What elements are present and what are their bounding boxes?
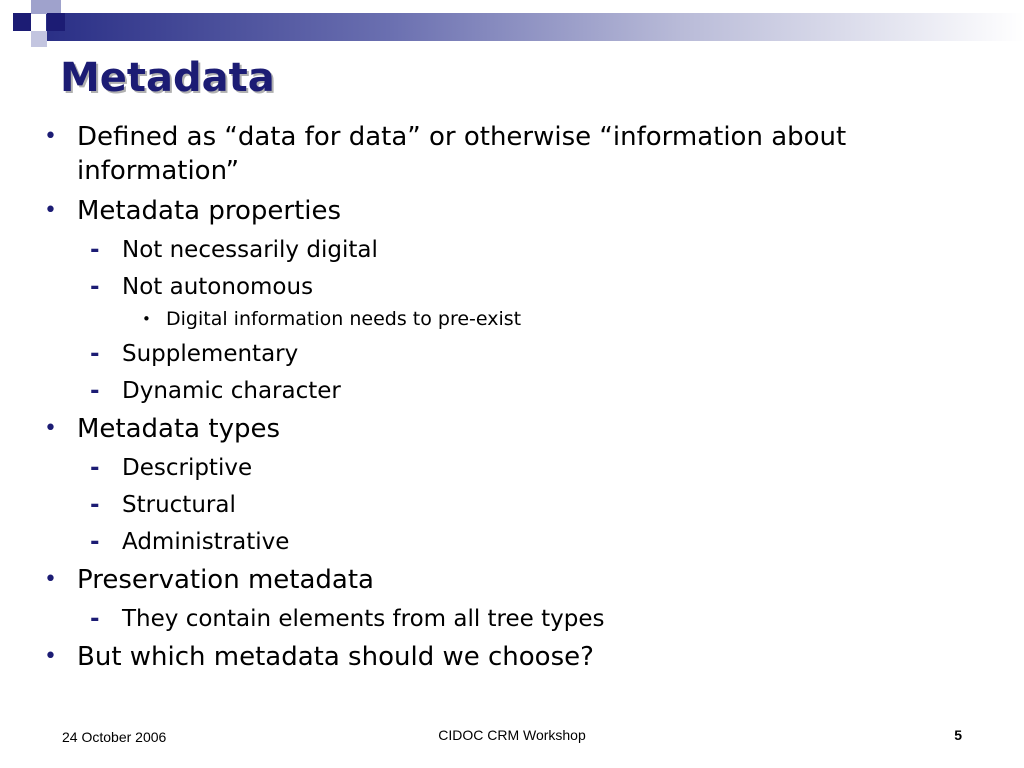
dash-icon: - [90, 341, 100, 367]
dash-icon: - [90, 274, 100, 300]
dash-icon: - [90, 492, 100, 518]
bullet-icon: • [44, 416, 57, 441]
list-item: - They contain elements from all tree types [90, 606, 605, 632]
list-item: - Descriptive [90, 455, 253, 481]
list-item: - Not autonomous [90, 274, 314, 300]
footer-title: CIDOC CRM Workshop [438, 727, 586, 743]
bullet-icon: • [142, 310, 151, 328]
bullet-list [44, 120, 984, 674]
list-item: • Digital information needs to pre-exist [142, 308, 522, 330]
bullet-icon: • [44, 567, 57, 592]
bullet-icon: • [44, 198, 57, 223]
list-item: - Dynamic character [90, 378, 341, 404]
list-item: - Administrative [90, 529, 290, 555]
page-number: 5 [954, 727, 962, 743]
list-item: - Structural [90, 492, 236, 518]
bullet-icon: • [44, 124, 57, 149]
dash-icon: - [90, 455, 100, 481]
dash-icon: - [90, 529, 100, 555]
header-square-1 [13, 13, 31, 31]
dash-icon: - [90, 378, 100, 404]
list-item: - Not necessarily digital [90, 237, 378, 263]
bullet-icon: • [44, 644, 57, 669]
list-item: • But which metadata should we choose? [44, 642, 594, 672]
header-square-4 [47, 0, 61, 13]
dash-icon: - [90, 606, 100, 632]
header-square-2 [31, 0, 47, 14]
footer-date: 24 October 2006 [62, 729, 167, 745]
header-square-3 [31, 31, 47, 47]
list-item: • Defined as “data for data” or otherwise “information about information” [44, 122, 847, 186]
header-gradient-bar [46, 13, 1024, 41]
header-square-5 [47, 13, 65, 31]
slide-title: Metadata [60, 55, 275, 101]
dash-icon: - [90, 237, 100, 263]
list-item: • Preservation metadata [44, 565, 374, 595]
list-item: • Metadata types [44, 414, 281, 444]
list-item: - Supplementary [90, 341, 299, 367]
list-item: • Metadata properties [44, 196, 342, 226]
